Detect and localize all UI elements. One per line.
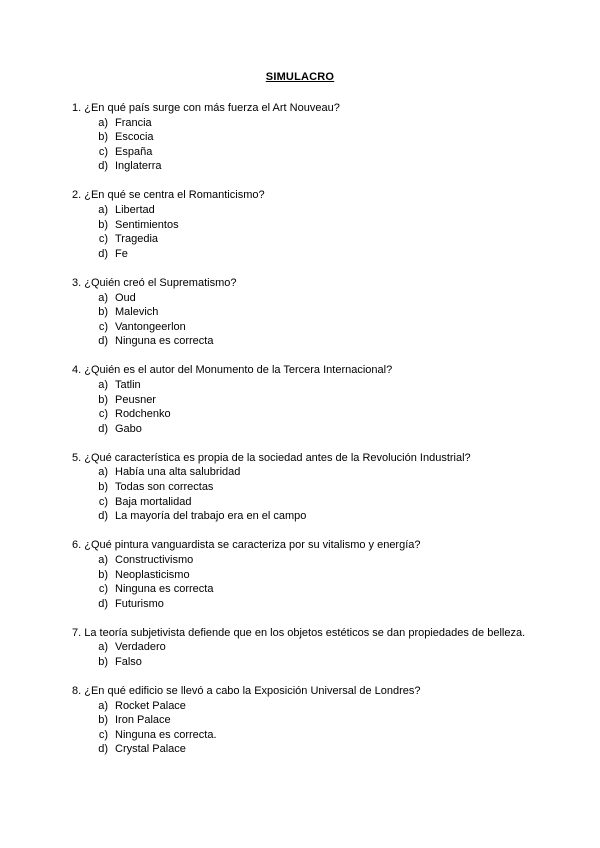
option-letter: c) [98, 320, 108, 333]
question-1 [72, 101, 532, 174]
question-text: 5. ¿Qué característica es propia de la sociedad antes de la Revolución Industrial? [72, 451, 471, 464]
option-text: Rocket Palace [115, 699, 186, 712]
option-letter: b) [98, 306, 108, 319]
option-text: Libertad [115, 204, 155, 217]
option-letter: d) [98, 597, 108, 610]
option-d [72, 509, 532, 524]
option-text: Baja mortalidad [115, 495, 192, 508]
option-text: Tatlin [115, 379, 141, 391]
option-text: Francia [115, 116, 152, 129]
option-list [72, 203, 532, 261]
option-list [72, 116, 532, 174]
option-d [72, 422, 532, 437]
option-c [72, 728, 532, 743]
option-text: Rodchenko [115, 408, 171, 421]
option-list [72, 640, 532, 669]
option-letter: c) [98, 728, 108, 741]
option-text: Oud [115, 291, 136, 304]
option-text: España [115, 145, 153, 158]
option-c [72, 582, 532, 597]
question-8 [72, 684, 532, 757]
option-letter: a) [98, 379, 108, 391]
option-c [72, 232, 532, 247]
option-letter: a) [98, 466, 108, 479]
option-b [72, 218, 532, 233]
question-list [72, 101, 532, 772]
option-letter: a) [98, 116, 108, 129]
option-b [72, 655, 532, 670]
option-b [72, 393, 532, 408]
option-letter: a) [98, 204, 108, 217]
option-text: Crystal Palace [115, 743, 186, 756]
option-letter: b) [98, 656, 108, 668]
option-b [72, 713, 532, 728]
option-letter: b) [98, 714, 108, 727]
page-title: SIMULACRO [265, 71, 335, 83]
option-a [72, 203, 532, 218]
option-text: La mayoría del trabajo era en el campo [115, 510, 307, 523]
option-list [72, 699, 532, 757]
option-b [72, 568, 532, 583]
option-letter: b) [98, 131, 108, 144]
option-text: Ninguna es correcta [115, 335, 214, 348]
option-letter: d) [98, 422, 108, 435]
option-a [72, 553, 532, 568]
option-a [72, 291, 532, 306]
question-2 [72, 188, 532, 261]
option-text: Todas son correctas [115, 481, 214, 494]
option-letter: d) [98, 335, 108, 348]
option-text: Neoplasticismo [115, 568, 190, 581]
option-letter: b) [98, 393, 108, 406]
question-text: 4. ¿Quién es el autor del Monumento de la Tercera Internacional? [72, 364, 393, 377]
option-list [72, 465, 532, 523]
option-c [72, 495, 532, 510]
option-text: Falso [115, 656, 142, 668]
option-c [72, 407, 532, 422]
option-letter: b) [98, 481, 108, 494]
option-c [72, 320, 532, 335]
option-text: Iron Palace [115, 714, 171, 727]
question-5 [72, 451, 532, 524]
option-a [72, 699, 532, 714]
option-b [72, 480, 532, 495]
option-text: Malevich [115, 306, 159, 319]
option-list [72, 553, 532, 611]
option-list [72, 291, 532, 349]
option-text: Tragedia [115, 233, 159, 246]
option-d [72, 597, 532, 612]
option-text: Inglaterra [115, 160, 162, 173]
option-text: Fe [115, 247, 128, 260]
question-3 [72, 276, 532, 349]
option-text: Peusner [115, 393, 156, 406]
option-letter: a) [98, 553, 108, 566]
option-letter: d) [98, 510, 108, 523]
option-d [72, 334, 532, 349]
option-letter: c) [98, 408, 108, 421]
question-text: 3. ¿Quién creó el Suprematismo? [72, 276, 237, 289]
option-letter: b) [98, 568, 108, 581]
question-text: 1. ¿En qué país surge con más fuerza el Art Nouveau? [72, 102, 340, 114]
option-d [72, 159, 532, 174]
question-text: 7. La teoría subjetivista defiende que en los objetos estéticos se dan propiedades de belleza. [72, 626, 526, 639]
option-a [72, 378, 532, 393]
option-b [72, 130, 532, 145]
option-c [72, 145, 532, 160]
option-text: Ninguna es correcta [115, 583, 214, 596]
option-letter: b) [98, 218, 108, 231]
option-letter: a) [98, 291, 108, 304]
option-letter: c) [98, 495, 108, 508]
option-text: Gabo [115, 422, 142, 435]
question-6 [72, 538, 532, 611]
option-a [72, 116, 532, 131]
question-4 [72, 363, 532, 436]
question-text: 8. ¿En qué edificio se llevó a cabo la Exposición Universal de Londres? [72, 685, 421, 698]
option-text: Había una alta salubridad [115, 466, 241, 479]
option-letter: c) [98, 583, 108, 596]
option-list [72, 378, 532, 436]
option-letter: d) [98, 247, 108, 260]
option-letter: c) [98, 145, 108, 158]
option-d [72, 742, 532, 757]
option-letter: d) [98, 160, 108, 173]
question-7 [72, 626, 532, 670]
option-letter: a) [98, 699, 108, 712]
option-text: Vantongeerlon [115, 320, 186, 333]
option-letter: d) [98, 743, 108, 756]
option-text: Verdadero [115, 641, 166, 654]
question-text: 2. ¿En qué se centra el Romanticismo? [72, 189, 265, 202]
option-text: Escocia [115, 131, 154, 144]
option-text: Constructivismo [115, 553, 194, 566]
option-text: Ninguna es correcta. [115, 728, 217, 741]
option-text: Sentimientos [115, 218, 179, 231]
option-text: Futurismo [115, 597, 164, 610]
option-a [72, 640, 532, 655]
question-text: 6. ¿Qué pintura vanguardista se caracteriza por su vitalismo y energía? [72, 539, 421, 552]
option-b [72, 305, 532, 320]
option-letter: a) [98, 641, 108, 654]
option-d [72, 247, 532, 262]
option-letter: c) [98, 233, 108, 246]
option-a [72, 465, 532, 480]
